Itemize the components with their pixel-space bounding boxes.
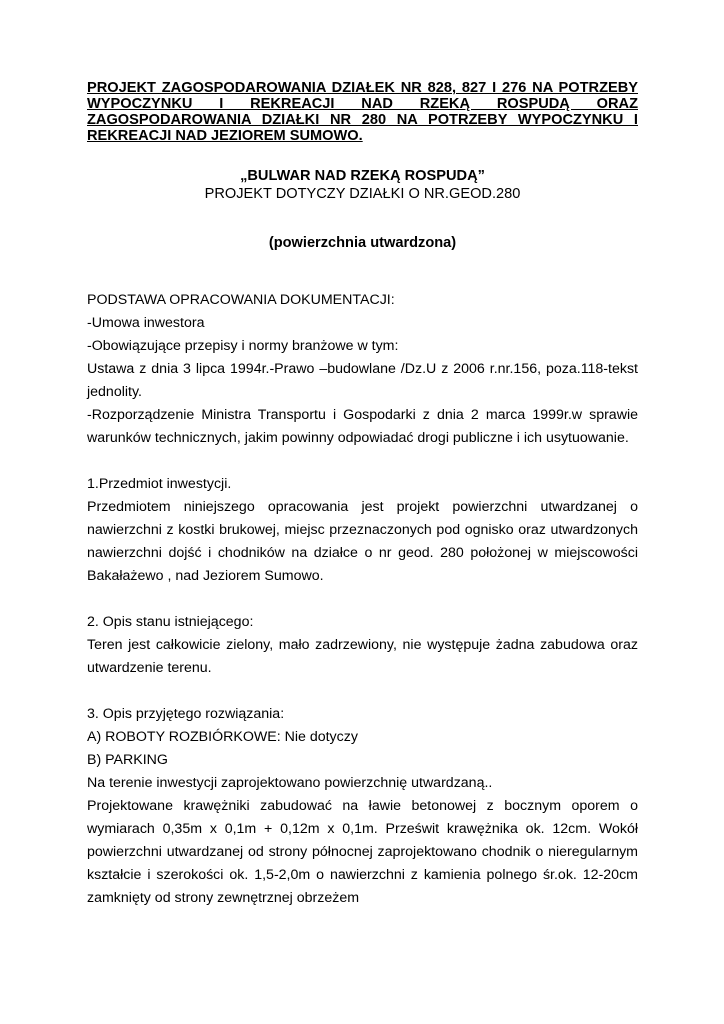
section-paragraph: Teren jest całkowicie zielony, mało zadrzewiony, nie występuje żadna zabudowa oraz utwardzenie terenu.: [87, 637, 638, 676]
basis-item: -Obowiązujące przepisy i normy branżowe w tym:: [87, 338, 399, 354]
section-adopted-solution: [87, 703, 638, 910]
section-investment-subject: [87, 473, 638, 588]
section-existing-state: [87, 611, 638, 680]
basis-section: [87, 289, 638, 450]
document-title: PROJEKT ZAGOSPODAROWANIA DZIAŁEK NR 828, 827 I 276 NA POTRZEBY WYPOCZYNKU I REKREACJI NAD RZEKĄ ROSPUDĄ ORAZ ZAGOSPODAROWANIA DZIAŁKI NR 280 NA POTRZEBY WYPOCZYNKU I REKREACJI NAD JEZIOREM SUMOWO.: [87, 80, 638, 144]
basis-item: Ustawa z dnia 3 lipca 1994r.-Prawo –budowlane /Dz.U z 2006 r.nr.156, poza.118-tekst jednolity.: [87, 361, 638, 400]
surface-note: (powierzchnia utwardzona): [268, 235, 457, 251]
section-paragraph: Projektowane krawężniki zabudować na ławie betonowej z bocznym oporem o wymiarach 0,35m x 0,1m + 0,12m x 0,1m. Prześwit krawężnika ok. 12cm. Wokół powierzchni utwardzanej od strony północnej zaprojektowano chodnik o nieregularnym kształcie i szerokości ok. 1,5-2,0m o nawierzchni z kamienia polnego śr.ok. 12-20cm zamknięty od strony zewnętrznej obrzeżem: [87, 798, 638, 906]
project-scope: PROJEKT DOTYCZY DZIAŁKI O NR.GEOD.280: [204, 186, 521, 202]
section-item: A) ROBOTY ROZBIÓRKOWE: Nie dotyczy: [87, 729, 358, 745]
section-paragraph: Na terenie inwestycji zaprojektowano powierzchnię utwardzaną..: [87, 775, 493, 791]
section-paragraph: Przedmiotem niniejszego opracowania jest projekt powierzchni utwardzanej o nawierzchni z kostki brukowej, miejsc przeznaczonych pod ognisko oraz utwardzonych nawierzchni dojść i chodników na działce o nr geod. 280 położonej w miejscowości Bakałażewo , nad Jeziorem Sumowo.: [87, 499, 638, 584]
basis-heading: PODSTAWA OPRACOWANIA DOKUMENTACJI:: [87, 292, 395, 308]
project-name: „BULWAR NAD RZEKĄ ROSPUDĄ”: [240, 168, 485, 184]
project-header: [87, 167, 638, 203]
document-page: [87, 80, 638, 910]
basis-item: -Umowa inwestora: [87, 315, 205, 331]
section-heading: 3. Opis przyjętego rozwiązania:: [87, 706, 285, 722]
basis-item: -Rozporządzenie Ministra Transportu i Gospodarki z dnia 2 marca 1999r.w sprawie warunków technicznych, jakim powinny odpowiadać drogi publiczne i ich usytuowanie.: [87, 407, 638, 446]
section-heading: 2. Opis stanu istniejącego:: [87, 614, 254, 630]
section-heading: 1.Przedmiot inwestycji.: [87, 476, 232, 492]
section-item: B) PARKING: [87, 752, 168, 768]
